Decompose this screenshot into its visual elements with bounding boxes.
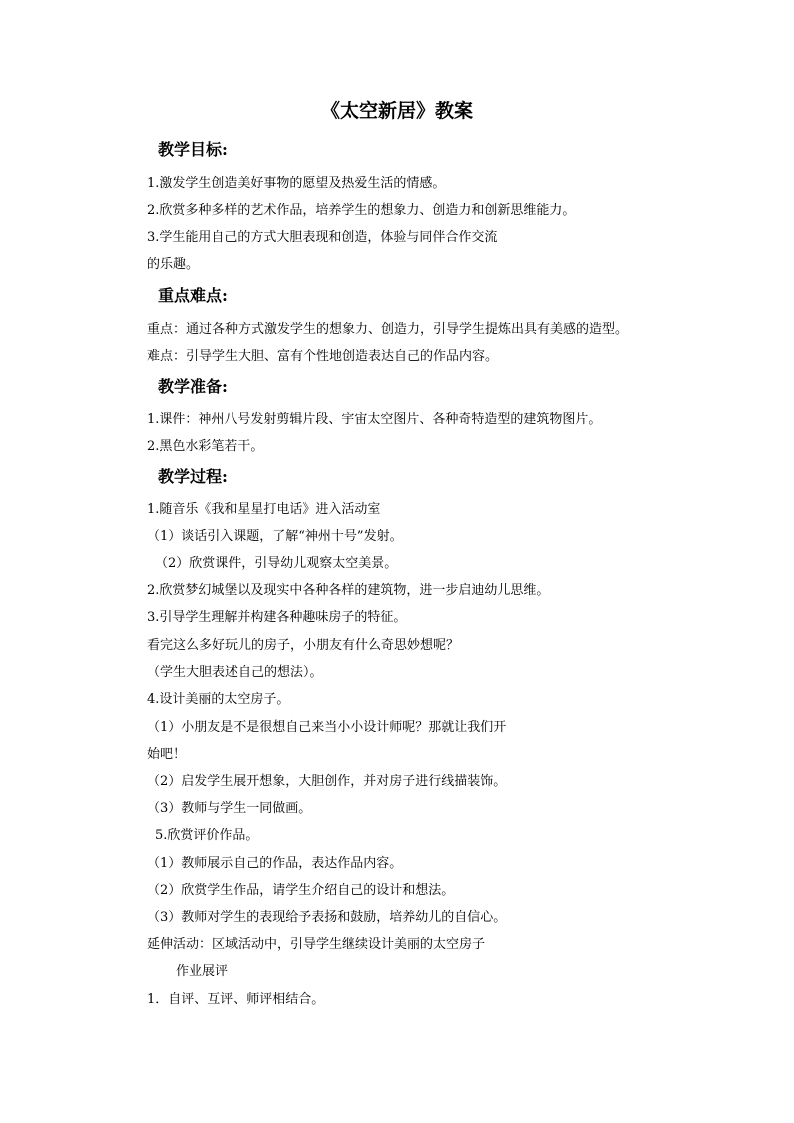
process-line-6: 看完这么多好玩儿的房子，小朋友有什么奇思妙想呢？ — [147, 638, 460, 653]
goals-line-4: 的乐趣。 — [147, 257, 200, 272]
heading-goals: 教学目标: — [158, 140, 228, 159]
process-line-17: 延伸活动：区域活动中，引导学生继续设计美丽的太空房子 — [147, 937, 486, 952]
process-line-10: 始吧！ — [147, 747, 187, 762]
process-line-11: （2）启发学生展开想象，大胆创作，并对房子进行线描装饰。 — [147, 774, 507, 789]
process-line-8: 4.设计美丽的太空房子。 — [147, 692, 290, 707]
heading-keypoints: 重点难点: — [158, 286, 228, 305]
document-title: 《太空新居》教案 — [320, 100, 473, 122]
process-line-15: （2）欣赏学生作品，请学生介绍自己的设计和想法。 — [147, 883, 455, 898]
heading-process: 教学过程: — [158, 467, 228, 486]
process-line-16: （3）教师对学生的表现给予表扬和鼓励，培养幼儿的自信心。 — [147, 910, 507, 925]
process-line-3: （2）欣赏课件，引导幼儿观察太空美景。 — [155, 556, 398, 571]
process-line-2: （1）谈话引入课题，了解“神州十号”发射。 — [147, 529, 403, 544]
preparation-line-2: 2.黑色水彩笔若干。 — [147, 439, 264, 454]
goals-line-1: 1.激发学生创造美好事物的愿望及热爱生活的情感。 — [147, 176, 446, 191]
process-line-14: （1）教师展示自己的作品，表达作品内容。 — [147, 856, 403, 871]
keypoints-line-1: 重点：通过各种方式激发学生的想象力、创造力，引导学生提炼出具有美感的造型。 — [147, 322, 629, 337]
process-line-19: 1．自评、互评、师评相结合。 — [147, 992, 325, 1007]
process-line-5: 3.引导学生理解并构建各种趣味房子的特征。 — [147, 610, 407, 625]
goals-line-2: 2.欣赏多种多样的艺术作品，培养学生的想象力、创造力和创新思维能力。 — [147, 203, 576, 218]
process-line-1: 1.随音乐《我和星星打电话》进入活动室 — [147, 502, 381, 517]
process-line-9: （1）小朋友是不是很想自己来当小小设计师呢？那就让我们开 — [147, 720, 507, 735]
preparation-line-1: 1.课件：神州八号发射剪辑片段、宇宙太空图片、各种奇特造型的建筑物图片。 — [147, 412, 602, 427]
process-line-4: 2.欣赏梦幻城堡以及现实中各种各样的建筑物，进一步启迪幼儿思维。 — [147, 583, 550, 598]
process-line-13: 5.欣赏评价作品。 — [155, 828, 259, 843]
process-line-18: 作业展评 — [176, 964, 229, 979]
process-line-7: （学生大胆表述自己的想法）。 — [147, 665, 323, 680]
goals-line-3: 3.学生能用自己的方式大胆表现和创造，体验与同伴合作交流 — [147, 230, 498, 245]
keypoints-line-2: 难点：引导学生大胆、富有个性地创造表达自己的作品内容。 — [147, 349, 499, 364]
heading-preparation: 教学准备: — [158, 377, 228, 396]
process-line-12: （3）教师与学生一同做画。 — [147, 801, 312, 816]
